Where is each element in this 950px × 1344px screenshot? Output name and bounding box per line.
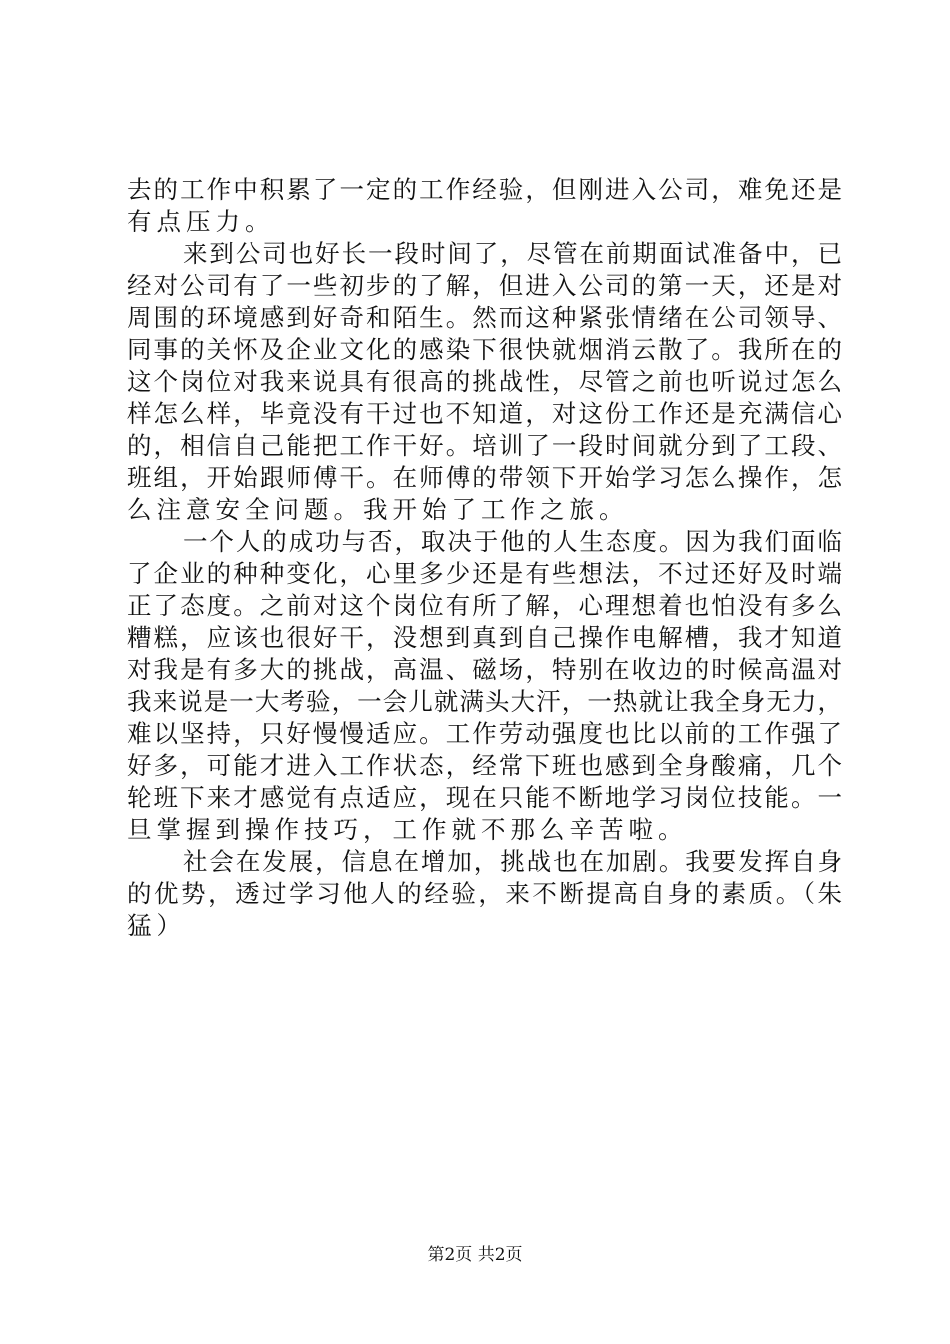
text-line: 糟糕，应该也很好干，没想到真到自己操作电解槽，我才知道 — [127, 623, 842, 652]
text-line: 这个岗位对我来说具有很高的挑战性，尽管之前也听说过怎么 — [127, 367, 842, 396]
paragraph-4 — [127, 846, 842, 942]
text-line: 同事的关怀及企业文化的感染下很快就烟消云散了。我所在的 — [127, 335, 842, 364]
text-line: 的优势，透过学习他人的经验，来不断提高自身的素质。（朱 — [127, 879, 842, 908]
text-line: 旦掌握到操作技巧，工作就不那么辛苦啦。 — [127, 815, 688, 844]
text-line: 对我是有多大的挑战，高温、磁场，特别在收边的时候高温对 — [127, 655, 842, 684]
text-line: 我来说是一大考验，一会儿就满头大汗，一热就让我全身无力， — [127, 687, 842, 716]
text-line: 来到公司也好长一段时间了，尽管在前期面试准备中，已 — [183, 239, 842, 268]
text-line: 社会在发展，信息在增加，挑战也在加剧。我要发挥自身 — [183, 847, 842, 876]
text-line: 好多，可能才进入工作状态，经常下班也感到全身酸痛，几个 — [127, 751, 842, 780]
text-line: 一个人的成功与否，取决于他的人生态度。因为我们面临 — [183, 527, 842, 556]
text-line: 有点压力。 — [127, 207, 275, 236]
text-line: 难以坚持，只好慢慢适应。工作劳动强度也比以前的工作强了 — [127, 719, 842, 748]
page-footer: 第2页 共2页 — [427, 1245, 523, 1265]
text-line: 样怎么样，毕竟没有干过也不知道，对这份工作还是充满信心 — [127, 399, 842, 428]
text-line: 周围的环境感到好奇和陌生。然而这种紧张情绪在公司领导、 — [127, 303, 842, 332]
text-line: 去的工作中积累了一定的工作经验，但刚进入公司，难免还是 — [127, 175, 842, 204]
text-line: 么注意安全问题。我开始了工作之旅。 — [127, 495, 629, 524]
paragraph-3 — [127, 526, 842, 846]
text-line: 的，相信自己能把工作干好。培训了一段时间就分到了工段、 — [127, 431, 842, 460]
text-line: 猛） — [127, 911, 186, 940]
paragraph-1 — [127, 174, 842, 238]
text-line: 正了态度。之前对这个岗位有所了解，心理想着也怕没有多么 — [127, 591, 842, 620]
text-line: 班组，开始跟师傅干。在师傅的带领下开始学习怎么操作，怎 — [127, 463, 842, 492]
text-line: 轮班下来才感觉有点适应，现在只能不断地学习岗位技能。一 — [127, 783, 842, 812]
paragraph-2 — [127, 238, 842, 526]
text-line: 了企业的种种变化，心里多少还是有些想法，不过还好及时端 — [127, 559, 842, 588]
document-body — [127, 174, 842, 942]
text-line: 经对公司有了一些初步的了解，但进入公司的第一天，还是对 — [127, 271, 842, 300]
